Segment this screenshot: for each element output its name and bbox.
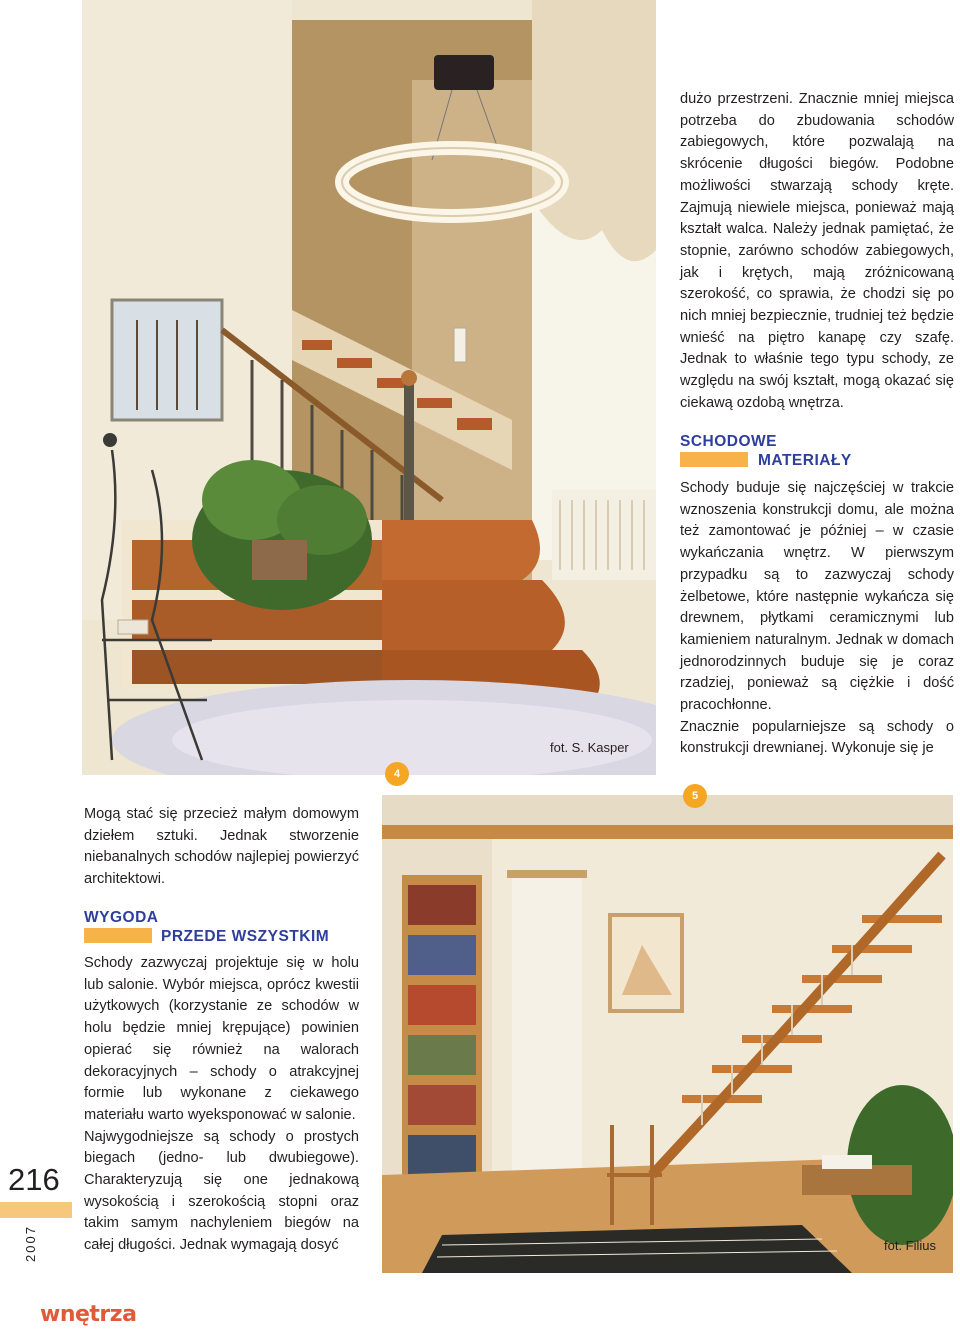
left-column-body (84, 953, 359, 1257)
open-staircase-illustration (382, 795, 953, 1273)
heading-line-1: SCHODOWE (680, 433, 777, 450)
photo-caption (84, 804, 359, 891)
materials-paragraph-1: Schody buduje się najczęściej w trakcie wznoszenia konstrukcji domu, ale można też zamontować je później – w czasie wykańczania wnętrz. W pierwszym przypadku są to zazwyczaj schody żelbetowe, które następnie wykańcza się drewnem, płytkami ceramicznymi lub kamieniem naturalnym. Jednak w domach jednorodzinnych buduje się je coraz rzadziej, ponieważ są ciężkie i dość pracochłonne. (680, 480, 954, 714)
right-column-body (680, 478, 954, 760)
materials-paragraph-2: Znacznie popularniejsze są schody o konstrukcji drewnianej. Wykonuje się je (680, 718, 954, 757)
right-column-intro (680, 89, 954, 415)
intro-paragraph: dużo przestrzeni. Znacznie mniej miejsca potrzeba do zbudowania schodów zabiegowych, które pozwalają na skrócenie długości biegów. Podobne możliwości stwarzają schody kręte. Zajmują niewiele miejsca, ponieważ mają kształt walca. Należy jednak pamiętać, że stopnie, zarówno schodów zabiegowych, jak i krętych, mają zróżnicowaną szerokość, co sprawia, że chodzi się po nich mniej bezpiecznie, trudniej też będzie wnieść na piętro kanapę czy szafę. Jednak to właśnie tego typu schody, ze względu na swój kształt, mogą okazać się ciekawą ozdobą wnętrza. (680, 91, 954, 411)
photo-number-badge: 5 (683, 784, 707, 808)
comfort-paragraph-1: Schody zazwyczaj projektuje się w holu lub salonie. Wybór miejsca, oprócz kwestii użytkowych (korzystanie ze schodów w holu będzie mniej krępujące) powinien opierać się również na walorach dekoracyjnych – schody o atrakcyjnej formie lub wykonane z ciekawego materiału warto wyeksponować w salonie. (84, 955, 359, 1123)
photo-credit: fot. Filius (884, 1238, 937, 1253)
staircase-illustration (82, 0, 656, 775)
photo-credit: fot. S. Kasper (550, 740, 629, 755)
staircase-photo (82, 0, 656, 775)
section-heading-comfort (84, 909, 359, 949)
photo-number-badge: 4 (385, 762, 409, 786)
page-number: 216 (8, 1162, 60, 1197)
caption-text: Mogą stać się przecież małym domowym dziełem sztuki. Jednak stworzenie niebanalnych schodów najlepiej powierzyć architektowi. (84, 806, 359, 888)
heading-line-1: WYGODA (84, 909, 159, 926)
comfort-paragraph-2: Najwygodniejsze są schody o prostych biegach (jedno- lub dwubiegowe). Charakteryzują się one jednakową wysokością i szerokością stopni oraz takim samym nachyleniem biegów na całej długości. Jednak wymagają dosyć (84, 1128, 359, 1254)
issue-year: 2007 (23, 1225, 38, 1262)
heading-line-2: MATERIAŁY (758, 452, 852, 469)
open-staircase-photo (382, 795, 953, 1273)
heading-line-2: PRZEDE WSZYSTKIM (161, 928, 330, 945)
heading-accent-bar (680, 452, 748, 467)
heading-accent-bar (84, 928, 152, 943)
magazine-logo: wnętrza (40, 1302, 137, 1327)
section-heading-materials (680, 433, 954, 473)
page-number-bar (0, 1202, 72, 1218)
